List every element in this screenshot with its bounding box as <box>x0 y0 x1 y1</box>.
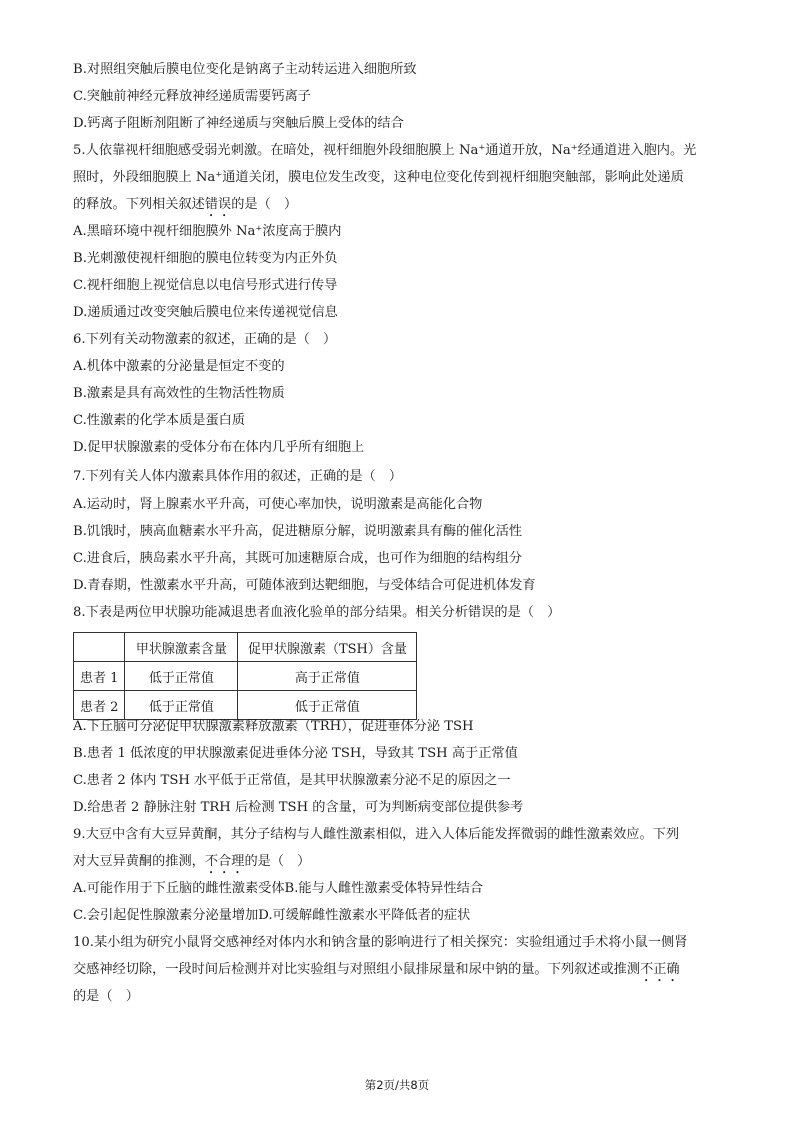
q6-option-b: B.激素是具有高效性的生物活性物质 <box>73 386 285 401</box>
q5-stem-line2: 照时，外段细胞膜上 Na⁺通道关闭，膜电位发生改变，这种电位变化传到视杆细胞突触部，影响此处递质 <box>73 170 684 185</box>
q8-option-d: D.给患者 2 静脉注射 TRH 后检测 TSH 的含量，可为判断病变部位提供参考 <box>73 800 524 815</box>
q5-emphasis: 错误 <box>204 197 232 212</box>
table-header-cell <box>74 633 125 662</box>
table-header-row <box>74 633 417 662</box>
q9-stem-end: 的是（ ） <box>244 854 311 869</box>
q5-option-a: A.黑暗环境中视杆细胞膜外 Na⁺浓度高于膜内 <box>73 224 342 239</box>
q8-option-b: B.患者 1 低浓度的甲状腺激素促进垂体分泌 TSH，导致其 TSH 高于正常值 <box>73 746 518 761</box>
q10-stem-line3: 的是（ ） <box>73 989 139 1004</box>
q9-options-ab <box>73 880 483 898</box>
table-header-cell: 甲状腺激素含量 <box>125 633 238 662</box>
table-cell: 低于正常值 <box>125 691 238 720</box>
q9-stem-line2 <box>73 853 310 877</box>
q5-stem-line3 <box>73 196 297 220</box>
q4-option-c: C.突触前神经元释放神经递质需要钙离子 <box>73 89 311 104</box>
table-cell: 低于正常值 <box>238 691 417 720</box>
table-cell: 患者 2 <box>74 691 125 720</box>
q4-option-d: D.钙离子阻断剂阻断了神经递质与突触后膜上受体的结合 <box>73 116 404 131</box>
table-row <box>74 662 417 691</box>
q6-option-d: D.促甲状腺激素的受体分布在体内几乎所有细胞上 <box>73 440 365 455</box>
table-cell: 高于正常值 <box>238 662 417 691</box>
q7-option-a: A.运动时，肾上腺素水平升高，可使心率加快，说明激素是高能化合物 <box>73 497 483 512</box>
q10-stem-line2 <box>73 961 680 985</box>
q5-option-c: C.视杆细胞上视觉信息以电信号形式进行传导 <box>73 278 338 293</box>
q4-option-b: B.对照组突触后膜电位变化是钠离子主动转运进入细胞所致 <box>73 62 417 77</box>
q9-stem-line1: 9.大豆中含有大豆异黄酮，其分子结构与人雌性激素相似，进入人体后能发挥微弱的雌性激素效应。下列 <box>73 827 680 842</box>
q8-option-c: C.患者 2 体内 TSH 水平低于正常值，是其甲状腺激素分泌不足的原因之一 <box>73 773 511 788</box>
q6-option-a: A.机体中激素的分泌量是恒定不变的 <box>73 359 285 374</box>
q9-options-cd <box>73 907 470 925</box>
q5-stem-text: 的释放。下列相关叙述 <box>73 197 205 212</box>
q5-option-b: B.光刺激使视杆细胞的膜电位转变为内正外负 <box>73 251 338 266</box>
table-header-cell: 促甲状腺激素（TSH）含量 <box>238 633 417 662</box>
table-cell: 患者 1 <box>74 662 125 691</box>
q7-option-c: C.进食后，胰岛素水平升高，其既可加速糖原合成，也可作为细胞的结构组分 <box>73 551 522 566</box>
q10-stem-line1: 10.某小组为研究小鼠肾交感神经对体内水和钠含量的影响进行了相关探究：实验组通过手术将小鼠一侧肾 <box>73 935 688 950</box>
q7-stem: 7.下列有关人体内激素具体作用的叙述，正确的是（ ） <box>73 469 403 484</box>
q8-results-table <box>73 632 417 720</box>
q9-option-a: A.可能作用于下丘脑的雌性激素受体 <box>73 881 285 896</box>
q8-option-a: A.下丘脑可分泌促甲状腺激素释放激素（TRH），促进垂体分泌 TSH <box>73 719 474 734</box>
q6-stem: 6.下列有关动物激素的叙述，正确的是（ ） <box>73 332 337 347</box>
q5-stem-end: 的是（ ） <box>231 197 298 212</box>
q9-option-b: B.能与人雌性激素受体特异性结合 <box>284 881 484 896</box>
q7-option-b: B.饥饿时，胰高血糖素水平升高，促进糖原分解，说明激素具有酶的催化活性 <box>73 524 523 539</box>
q7-option-d: D.青春期，性激素水平升高，可随体液到达靶细胞，与受体结合可促进机体发育 <box>73 578 536 593</box>
table-cell: 低于正常值 <box>125 662 238 691</box>
q10-stem-text: 交感神经切除，一段时间后检测并对比实验组与对照组小鼠排尿量和尿中钠的量。下列叙述或推测 <box>73 962 641 977</box>
q10-emphasis: 不正确 <box>640 962 680 977</box>
q9-option-c: C.会引起促性腺激素分泌量增加 <box>73 908 259 923</box>
page-number: 第2页/共8页 <box>364 1078 430 1092</box>
q9-option-d: D.可缓解雌性激素水平降低者的症状 <box>258 908 471 923</box>
table-row <box>74 691 417 720</box>
q6-option-c: C.性激素的化学本质是蛋白质 <box>73 413 246 428</box>
q9-stem-text: 对大豆异黄酮的推测， <box>73 854 205 869</box>
q9-emphasis: 不合理 <box>204 854 245 869</box>
q5-stem-line1: 5.人依靠视杆细胞感受弱光刺激。在暗处，视杆细胞外段细胞膜上 Na⁺通道开放，Na⁺经通道进入胞内。光 <box>73 143 697 158</box>
q5-option-d: D.递质通过改变突触后膜电位来传递视觉信息 <box>73 305 338 320</box>
q8-stem: 8.下表是两位甲状腺功能减退患者血液化验单的部分结果。相关分析错误的是（ ） <box>73 605 561 620</box>
